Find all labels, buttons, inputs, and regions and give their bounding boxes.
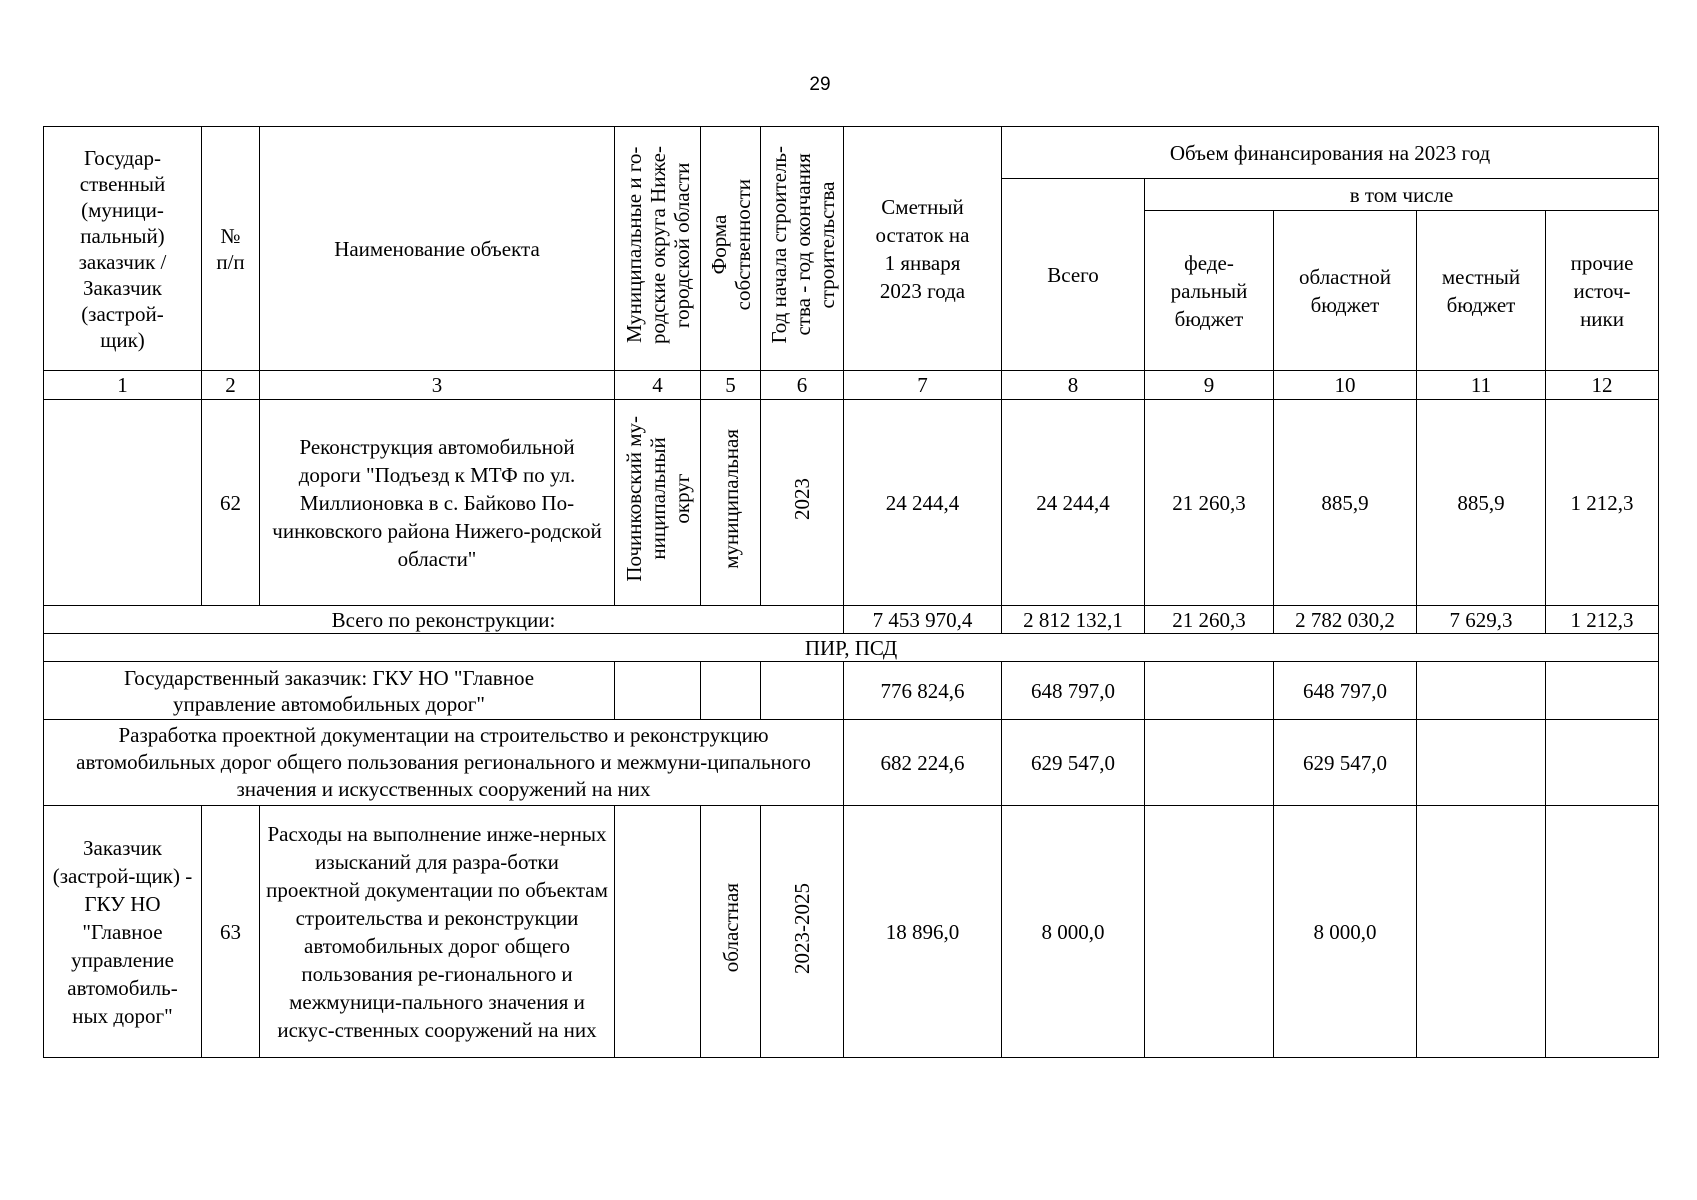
row62-federal: 21 260,3 xyxy=(1145,400,1274,606)
header-including: в том числе xyxy=(1145,179,1659,211)
table-row xyxy=(44,400,1659,606)
header-balance: Сметный остаток на 1 января 2023 года xyxy=(844,127,1002,371)
row63-years: 2023-2025 xyxy=(761,806,844,1058)
column-numbers-row xyxy=(44,371,1659,400)
header-other: прочие источ- ники xyxy=(1546,211,1659,371)
gov-customer-local xyxy=(1417,662,1546,720)
row62-number: 62 xyxy=(202,400,260,606)
colnum: 6 xyxy=(761,371,844,400)
row62-balance: 24 244,4 xyxy=(844,400,1002,606)
row62-ownership: муниципальная xyxy=(701,400,761,606)
total-regional: 2 782 030,2 xyxy=(1274,606,1417,634)
header-object-name: Наименование объекта xyxy=(260,127,615,371)
row63-district xyxy=(615,806,701,1058)
header-customer: Государ- ственный (муници- пальный) заказчик / Заказчик (застрой- щик) xyxy=(44,127,202,371)
colnum: 4 xyxy=(615,371,701,400)
gov-customer-years xyxy=(761,662,844,720)
table-row xyxy=(44,720,1659,806)
section-pir-title: ПИР, ПСД xyxy=(44,634,1659,662)
colnum: 10 xyxy=(1274,371,1417,400)
design-docs-total: 629 547,0 xyxy=(1002,720,1145,806)
row62-customer xyxy=(44,400,202,606)
gov-customer-total: 648 797,0 xyxy=(1002,662,1145,720)
table-row xyxy=(44,662,1659,720)
colnum: 3 xyxy=(260,371,615,400)
design-docs-label: Разработка проектной документации на строительство и реконструкцию автомобильных дорог общего пользования регионального и межмуни-ципального значения и искусственных сооружений на них xyxy=(44,720,844,806)
gov-customer-regional: 648 797,0 xyxy=(1274,662,1417,720)
design-docs-balance: 682 224,6 xyxy=(844,720,1002,806)
colnum: 5 xyxy=(701,371,761,400)
row62-other: 1 212,3 xyxy=(1546,400,1659,606)
row62-local: 885,9 xyxy=(1417,400,1546,606)
row63-federal xyxy=(1145,806,1274,1058)
header-total: Всего xyxy=(1002,179,1145,371)
header-district: Муниципальные и го- родские округа Ниже- городской области xyxy=(615,127,701,371)
section-row xyxy=(44,634,1659,662)
header-regional: областной бюджет xyxy=(1274,211,1417,371)
design-docs-federal xyxy=(1145,720,1274,806)
row62-object-name: Реконструкция автомобильной дороги "Подъезд к МТФ по ул. Миллионовка в с. Байково По-чинковского района Нижего-родской области" xyxy=(260,400,615,606)
row62-district: Починковский му- ниципальный округ xyxy=(615,400,701,606)
table-row xyxy=(44,806,1659,1058)
design-docs-local xyxy=(1417,720,1546,806)
colnum: 12 xyxy=(1546,371,1659,400)
table-row-total xyxy=(44,606,1659,634)
row63-object-name: Расходы на выполнение инже-нерных изысканий для разра-ботки проектной документации по объектам строительства и реконструкции автомобильных дорог общего пользования ре-гионального и межмуници-пального значения и искус-ственных сооружений на них xyxy=(260,806,615,1058)
page-number: 29 xyxy=(809,74,831,95)
gov-customer-federal xyxy=(1145,662,1274,720)
colnum: 2 xyxy=(202,371,260,400)
gov-customer-balance: 776 824,6 xyxy=(844,662,1002,720)
gov-customer-ownership xyxy=(701,662,761,720)
row62-regional: 885,9 xyxy=(1274,400,1417,606)
row62-total: 24 244,4 xyxy=(1002,400,1145,606)
row63-regional: 8 000,0 xyxy=(1274,806,1417,1058)
colnum: 9 xyxy=(1145,371,1274,400)
design-docs-other xyxy=(1546,720,1659,806)
financing-table xyxy=(43,126,1659,1058)
row63-balance: 18 896,0 xyxy=(844,806,1002,1058)
gov-customer-other xyxy=(1546,662,1659,720)
header-local: местный бюджет xyxy=(1417,211,1546,371)
row63-ownership: областная xyxy=(701,806,761,1058)
colnum: 8 xyxy=(1002,371,1145,400)
row62-years: 2023 xyxy=(761,400,844,606)
total-other: 1 212,3 xyxy=(1546,606,1659,634)
header-financing: Объем финансирования на 2023 год xyxy=(1002,127,1659,179)
total-local: 7 629,3 xyxy=(1417,606,1546,634)
colnum: 11 xyxy=(1417,371,1546,400)
header-ownership: Форма собственности xyxy=(701,127,761,371)
header-number: № п/п xyxy=(202,127,260,371)
colnum: 7 xyxy=(844,371,1002,400)
gov-customer-district xyxy=(615,662,701,720)
row63-customer: Заказчик (застрой-щик) - ГКУ НО "Главное управление автомобиль-ных дорог" xyxy=(44,806,202,1058)
header-federal: феде- ральный бюджет xyxy=(1145,211,1274,371)
header-years: Год начала строитель- ства - год окончания строительства xyxy=(761,127,844,371)
total-reconstruction-label: Всего по реконструкции: xyxy=(44,606,844,634)
total-total: 2 812 132,1 xyxy=(1002,606,1145,634)
row63-total: 8 000,0 xyxy=(1002,806,1145,1058)
total-federal: 21 260,3 xyxy=(1145,606,1274,634)
row63-other xyxy=(1546,806,1659,1058)
design-docs-regional: 629 547,0 xyxy=(1274,720,1417,806)
row63-local xyxy=(1417,806,1546,1058)
row63-number: 63 xyxy=(202,806,260,1058)
colnum: 1 xyxy=(44,371,202,400)
total-balance: 7 453 970,4 xyxy=(844,606,1002,634)
gov-customer-label: Государственный заказчик: ГКУ НО "Главное управление автомобильных дорог" xyxy=(44,662,615,720)
